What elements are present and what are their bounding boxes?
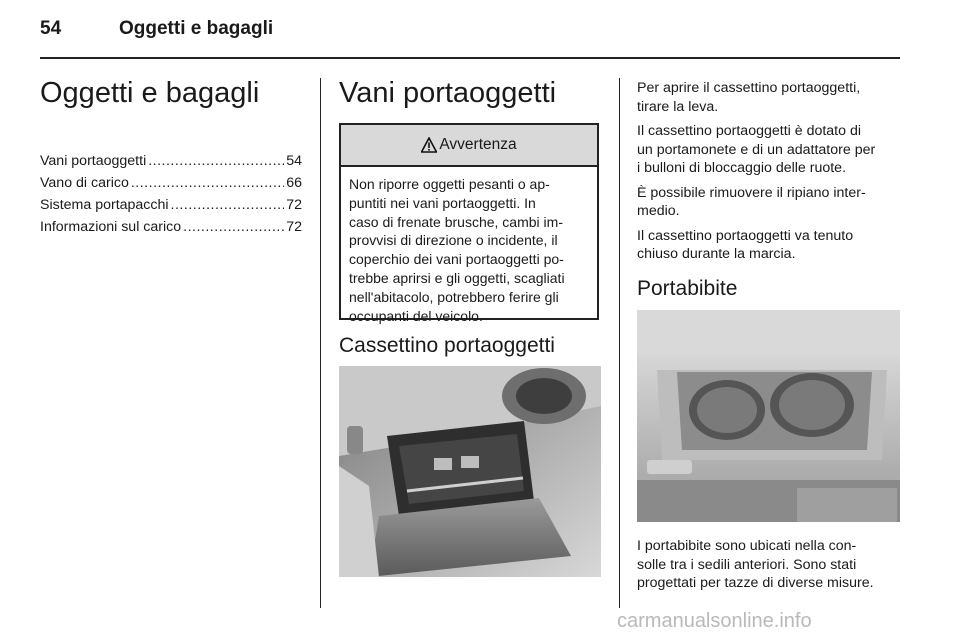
warning-line: coperchio dei vani portaoggetti po-: [349, 251, 564, 268]
section-title: Vani portaoggetti: [339, 77, 557, 109]
glovebox-text: [637, 79, 901, 270]
cupholder-text: [637, 537, 901, 593]
toc-entry[interactable]: [40, 172, 302, 194]
text-line: i bulloni di bloccaggio delle ruote.: [637, 160, 847, 176]
toc-leader-dots: [171, 194, 285, 216]
paragraph: [637, 79, 901, 116]
text-line: Il cassettino portaoggetti è dotato di: [637, 123, 861, 139]
text-line: tirare la leva.: [637, 98, 719, 115]
toc-entry[interactable]: [40, 150, 302, 172]
toc-entry[interactable]: [40, 194, 302, 216]
text-line: solle tra i sedili anteriori. Sono stati: [637, 556, 857, 573]
chapter-toc: [40, 150, 302, 238]
warning-line: nell'abitacolo, potrebbero ferire gli: [349, 288, 559, 305]
toc-entry-label: Informazioni sul carico: [40, 219, 182, 235]
warning-text: [341, 167, 597, 325]
running-header-title: Oggetti e bagagli: [119, 18, 274, 39]
cupholder-photo: [637, 310, 900, 522]
warning-line: puntiti nei vani portaoggetti. In: [349, 194, 536, 211]
text-line: medio.: [637, 203, 680, 219]
warning-title: Avvertenza: [439, 136, 517, 153]
paragraph: [637, 227, 901, 264]
subsection-title-cupholder: Portabibite: [637, 277, 738, 300]
warning-line: provvisi di direzione o incidente, il: [349, 232, 558, 249]
toc-entry-page: 72: [286, 219, 302, 235]
toc-entry[interactable]: [40, 216, 302, 238]
glovebox-photo: [339, 366, 601, 577]
warning-line: caso di frenate brusche, cambi im-: [349, 213, 563, 230]
column-separator-1: [320, 78, 321, 608]
watermark: carmanualsonline.info: [617, 610, 812, 632]
toc-entry-label: Vano di carico: [40, 175, 129, 191]
warning-line: Non riporre oggetti pesanti o ap-: [349, 176, 550, 192]
subsection-title-glovebox: Cassettino portaoggetti: [339, 334, 555, 357]
header-rule: [40, 57, 900, 59]
toc-leader-dots: [183, 216, 284, 238]
warning-header: [341, 125, 597, 167]
text-line: I portabibite sono ubicati nella con-: [637, 538, 857, 554]
text-line: progettati per tazze di diverse misure.: [637, 575, 874, 591]
chapter-title: Oggetti e bagagli: [40, 77, 260, 109]
text-line: Per aprire il cassettino portaoggetti,: [637, 80, 861, 96]
text-line: chiuso durante la marcia.: [637, 246, 796, 262]
toc-entry-label: Sistema portapacchi: [40, 197, 169, 213]
paragraph: [637, 184, 901, 221]
warning-line: occupanti del veicolo.: [349, 307, 483, 324]
toc-leader-dots: [131, 172, 284, 194]
toc-entry-page: 72: [286, 197, 302, 213]
text-line: un portamonete e di un adattatore per: [637, 141, 876, 158]
toc-leader-dots: [148, 150, 284, 172]
column-separator-2: [619, 78, 620, 608]
toc-entry-page: 54: [286, 153, 302, 169]
paragraph: [637, 122, 901, 178]
toc-entry-page: 66: [286, 175, 302, 191]
page-number: 54: [40, 18, 62, 39]
text-line: È possibile rimuovere il ripiano inter-: [637, 184, 866, 201]
toc-entry-label: Vani portaoggetti: [40, 153, 147, 169]
warning-triangle-icon: [421, 137, 437, 153]
warning-box: [339, 123, 599, 324]
warning-line: trebbe aprirsi e gli oggetti, scagliati: [349, 269, 565, 286]
text-line: Il cassettino portaoggetti va tenuto: [637, 227, 854, 244]
